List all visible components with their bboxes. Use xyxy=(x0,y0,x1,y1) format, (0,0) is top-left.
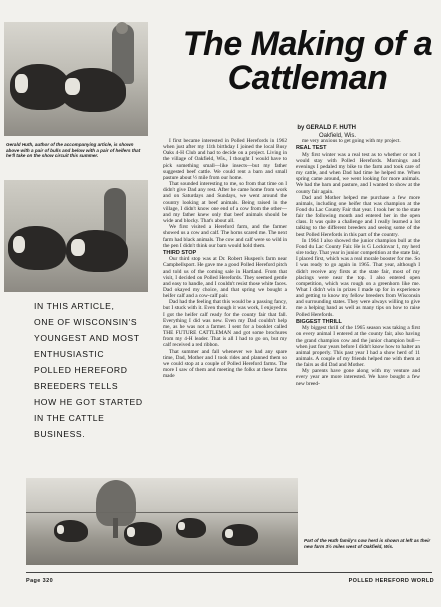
publication-name: POLLED HEREFORD WORLD xyxy=(348,578,434,584)
article-column-1 xyxy=(163,138,287,379)
article-paragraph: We first visited a Hereford farm, and the farmer showed us a cow and calf. The horns scared me. The next farm had black animals. The cow and calf were so wild in the pen I didn't think our barn would hold them. xyxy=(163,224,287,249)
photo-fence xyxy=(26,512,298,513)
byline-place: Oakfield, Wis. xyxy=(318,133,356,139)
callout-line: POLLED HEREFORD xyxy=(34,365,128,375)
photo-bulls xyxy=(4,22,148,136)
callout-line: ONE OF WISCONSIN'S xyxy=(34,317,138,327)
photo-heifer-right xyxy=(66,230,128,272)
callout-line: IN THIS ARTICLE, xyxy=(34,301,115,311)
article-paragraph: Our third stop was at Dr. Robert Huspen's farm near Campbellsport. He gave me a good Polled Hereford pitch and told us of the coming sale in Hartland. From that visit, I decided on Polled Herefords. They seemed gentle and easy to handle, and I couldn't resist those white faces. Dad okayed my choice, and that spring we bought a heifer calf and a cow-calf pair. xyxy=(163,256,287,300)
article-paragraph: Dad and Mother helped me purchase a few more animals, including one heifer that was champion at the Fond du Lac County Fair that year. I took her to the state fair the following month and entered her in the open class. It was quite a challenge and I really learned a lot talking to the different breeders and seeing some of the best Polled Herefords in this part of the country. xyxy=(296,194,420,238)
article-subhead: BIGGEST THRILL xyxy=(296,318,342,325)
photo-cow-2 xyxy=(124,522,162,546)
article-paragraph: My first winter was a real test as to whether or not I would stay with Polled Herefords. Mornings and evenings I pedaled my bike to the farm and took care of my cattle, and when Dad had time he helped me. When spring came around, we went looking for more animals. We had the barn and pasture, and I wanted to show at the county fair again. xyxy=(296,151,420,195)
photo-caption-top: Gerald Huth, author of the accompanying article, is shown above with a pair of bulls and below with a pair of heifers that he'll take on the show circuit this summer. xyxy=(6,142,141,159)
callout-line: YOUNGEST AND MOST xyxy=(34,333,140,343)
article-title xyxy=(180,27,435,95)
photo-cow-3 xyxy=(176,518,206,538)
callout-line: ENTHUSIASTIC xyxy=(34,349,105,359)
callout-line: BREEDERS TELLS xyxy=(34,381,119,391)
photo-cow-herd xyxy=(26,478,298,565)
photo-tree-trunk xyxy=(113,518,118,538)
photo-bull-right xyxy=(60,68,126,112)
callout-line: IN THE CATTLE xyxy=(34,413,105,423)
article-paragraph: me very anxious to get going with my project. xyxy=(302,138,401,144)
callout-box xyxy=(34,298,150,442)
photo-cow-1 xyxy=(54,520,88,542)
article-paragraph: Dad had the feeling that this would be a passing fancy, but I stuck with it. Even though it was work, I enjoyed it. I got the heifer calf ready for the county fair that fall. Everything I did was new. Even my Dad couldn't help me, as he was not a farmer. I sent for a booklet called THE FUTURE CATTLEMAN and got some brochures from my 4-H leader. That is all I had to go on, but my calf received a red ribbon. xyxy=(163,299,287,349)
article-subhead: REAL TEST xyxy=(296,145,327,152)
photo-person-head xyxy=(116,22,128,34)
byline-author: by GERALD F. HUTH xyxy=(297,125,356,131)
page-number: Page 320 xyxy=(26,578,54,584)
article-paragraph: In 1964 I also showed the junior champion bull at the Fond du Lac County Fair. He is G Lockinvar 1, my herd sire today. That year in junior competition at the state fair, I placed first, which was a real morale booster for me. So I was ready to go again in 1965. That year, although I didn't receive any firsts at the state fair, most of my placings were near the top. I also entered open competition, which was rough on a greenhorn like me. What I didn't win in prizes I made up for in experience and getting to know my fellow breeders from Wisconsin and surrounding states. They were always willing to give me a helping hand as well as many tips on how to raise Polled Herefords. xyxy=(296,237,420,318)
article-paragraph: I first became interested in Polled Herefords in 1962 when just after my 11th birthday I joined the local Busy Oaks 4-H Club and had to decide on a project. Living in the village of Oakfield, Wis., I thought I would have to pick something small—like insects—but my father suggested beef cattle. We could rent a barn and small pasture about ½ mile from our home. xyxy=(163,138,287,181)
article-subhead: THIRD STOP xyxy=(163,249,197,256)
title-line-2: Cattleman xyxy=(227,59,388,97)
photo-heifer-left xyxy=(8,226,66,270)
photo-cow-4 xyxy=(222,524,258,546)
photo-caption-bottom: Part of the Huth family's cow herd is shown at left as their new farm 3½ miles west of Oakfield, Wis. xyxy=(304,538,431,549)
article-paragraph: That sounded interesting to me, so from that time on I didn't give Dad any rest. After he came home from work and on Saturdays and Sundays, we went around the country looking at beef animals. Being raised in the village, I didn't know one end of a cow from the other—and my father knew only that beef animals should be wide and blocky. That's about all. xyxy=(163,181,287,225)
callout-line: BUSINESS. xyxy=(34,429,86,439)
article-paragraph: That summer and fall whenever we had any spare time, Dad, Mother and I took rides and planned them so we could stop at a couple of Polled Hereford farms. The more I saw of them and meeting the folks at these farms made xyxy=(163,348,287,380)
title-line-1: The Making of a xyxy=(182,25,433,63)
photo-heifers xyxy=(4,180,148,292)
callout-line: HOW HE GOT STARTED xyxy=(34,397,143,407)
article-paragraph: My parents have gone along with my venture and every year are more interested. We have bought a few new breed- xyxy=(296,368,420,387)
article-paragraph: My biggest thrill of the 1965 season was taking a first on every animal I entered at the county fair, also having the grand champion cow and the junior champion bull—when just four years before I didn't know how to halter an animal properly. This past year I had a show herd of 11 animals. A couple of my friends helped me with them at the fairs as did Dad and Mother. xyxy=(296,325,420,369)
article-column-2 xyxy=(296,138,420,387)
footer-rule xyxy=(26,572,432,573)
